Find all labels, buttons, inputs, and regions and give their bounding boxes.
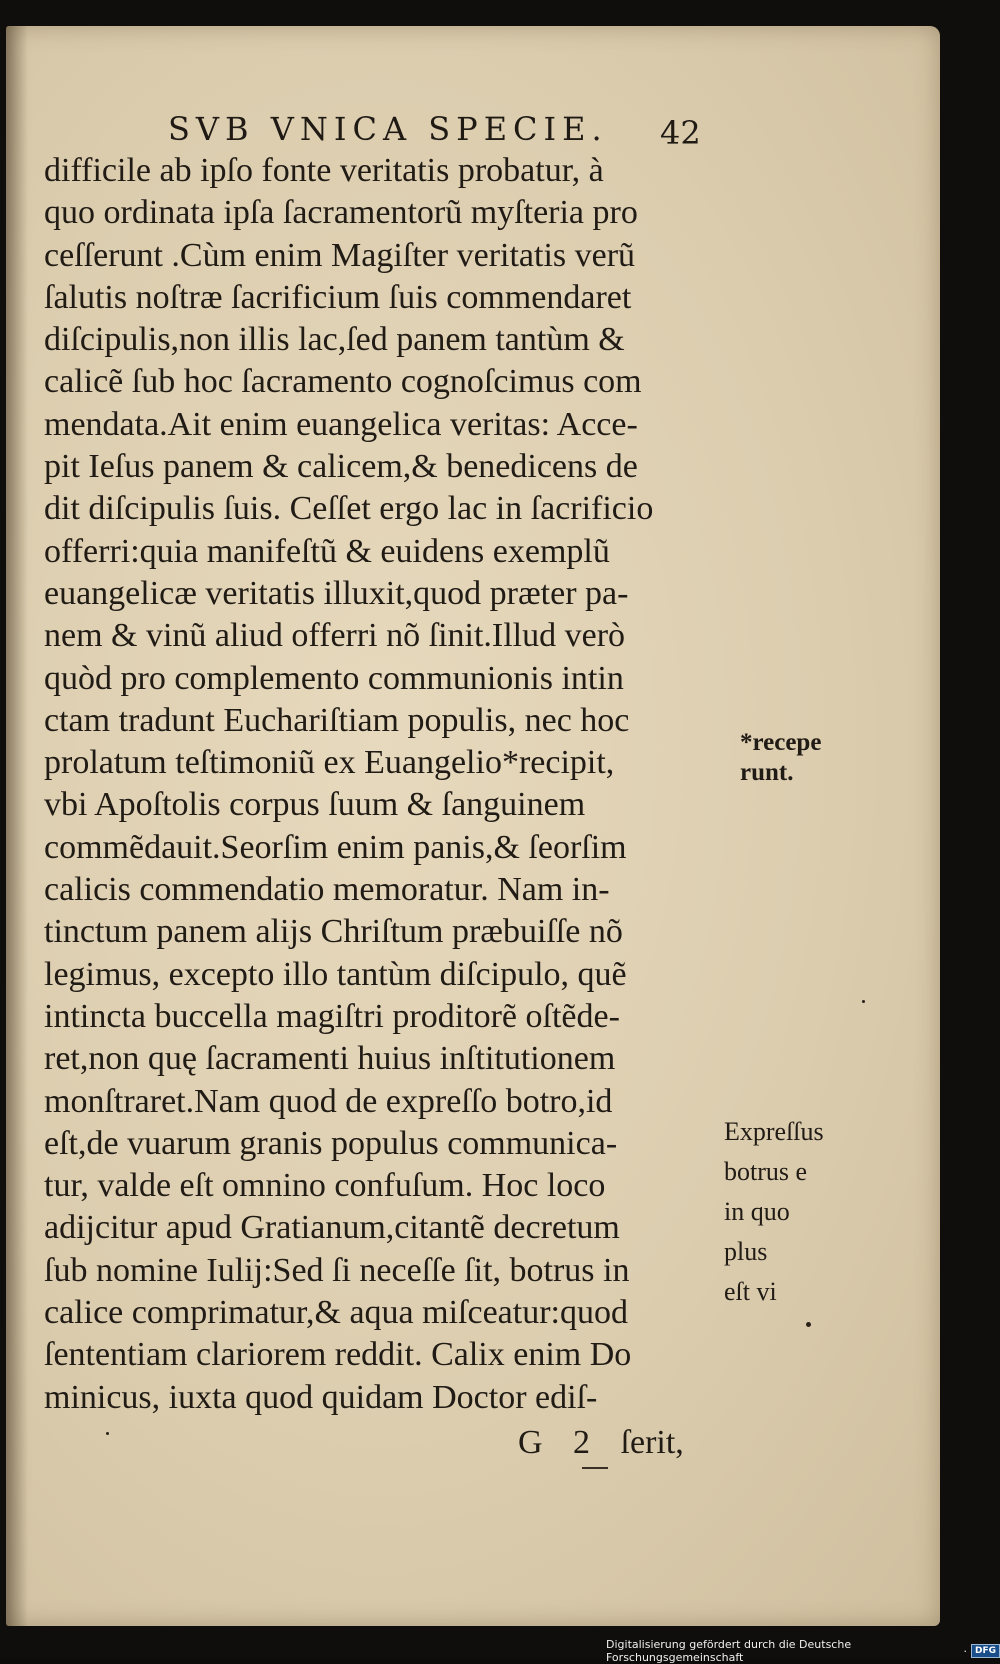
text-line: tinctum panem alijs Chriſtum præbuiſſe nõ (44, 913, 623, 951)
marginal-note-line: Expreſſus (724, 1117, 824, 1146)
ink-speck (806, 1322, 811, 1327)
text-line: intincta buccella magiſtri proditorẽ oſtẽde- (44, 997, 620, 1035)
footer-text: Digitalisierung gefördert durch die Deutsche Forschungsgemeinschaft (606, 1638, 852, 1664)
marginal-note-line: runt. (740, 759, 794, 786)
text-line: eſt,de vuarum granis populus communica- (44, 1124, 618, 1162)
text-line: tur, valde eſt omnino confuſum. Hoc loco (44, 1167, 606, 1205)
text-line: vbi Apoſtolis corpus ſuum & ſanguinem (44, 786, 586, 824)
text-line: monſtraret.Nam quod de expreſſo botro,id (44, 1082, 613, 1120)
marginal-note-line: *recepe (740, 729, 822, 756)
marginal-note-expressus (724, 1112, 824, 1312)
text-line: difficile ab ipſo fonte veritatis probatur, à (44, 152, 604, 189)
text-line: ſub nomine Iulij:Sed ſi neceſſe ſit, botrus in (44, 1251, 630, 1289)
page-gutter-shadow (6, 26, 28, 1626)
page-number: 42 (660, 114, 701, 152)
text-line: offerri:quia manifeſtũ & euidens exemplũ (44, 532, 610, 570)
text-line: ret,non quę ſacramenti huius inſtitutionem (44, 1040, 616, 1078)
text-line: commẽdauit.Seorſim enim panis,& ſeorſim (44, 828, 627, 866)
marginal-note-recepe (740, 728, 821, 788)
text-line: ſententiam clariorem reddit. Calix enim Do (44, 1336, 632, 1374)
marginal-note-line: plus (724, 1237, 768, 1266)
dfg-logo: DFG (971, 1644, 1000, 1658)
text-line: calicẽ ſub hoc ſacramento cognoſcimus com (44, 363, 642, 401)
text-line: ctam tradunt Euchariſtiam populis, nec hoc (44, 701, 630, 739)
text-line: mendata.Ait enim euangelica veritas: Acce- (44, 405, 638, 443)
text-line: calicis commendatio memoratur. Nam in- (44, 871, 610, 909)
marginal-note-line: eſt vi (724, 1277, 777, 1306)
text-line: diſcipulis,non illis lac,ſed panem tantùm & (44, 321, 625, 359)
text-line: ceſſerunt .Cùm enim Magiſter veritatis verũ (44, 236, 636, 274)
text-line: quo ordinata ipſa ſacramentorũ myſteria pro (44, 194, 638, 232)
body-text (44, 150, 734, 1419)
text-line: calice comprimatur,& aqua miſceatur:quod (44, 1294, 628, 1332)
marginal-note-line: in quo (724, 1197, 790, 1226)
text-line: nem & vinũ aliud offerri nõ ſinit.Illud verò (44, 617, 626, 655)
ink-speck (106, 1432, 109, 1435)
text-line: euangelicæ veritatis illuxit,quod præter pa- (44, 574, 629, 612)
text-line: prolatum teſtimoniũ ex Euangelio*recipit, (44, 744, 615, 782)
text-line: pit Ieſus panem & calicem,& benedicens de (44, 448, 638, 486)
running-head: SVB VNICA SPECIE. (168, 110, 608, 148)
signature-catchword: G 2 ſerit, (518, 1424, 684, 1461)
text-line: adijcitur apud Gratianum,citantẽ decretum (44, 1209, 620, 1247)
footer-separator: · (963, 1644, 967, 1658)
marginal-note-line: botrus e (724, 1157, 808, 1186)
signature-underline (582, 1467, 608, 1469)
text-line: minicus, iuxta quod quidam Doctor ediſ- (44, 1378, 598, 1416)
ink-speck (862, 1000, 865, 1003)
text-line: quòd pro complemento communionis intin (44, 659, 624, 697)
text-line: legimus, excepto illo tantùm diſcipulo, quẽ (44, 955, 627, 993)
text-line: ſalutis noſtræ ſacrificium ſuis commendaret (44, 278, 632, 316)
digitization-footer (606, 1638, 1000, 1664)
text-line: dit diſcipulis ſuis. Ceſſet ergo lac in ſacrificio (44, 490, 654, 528)
